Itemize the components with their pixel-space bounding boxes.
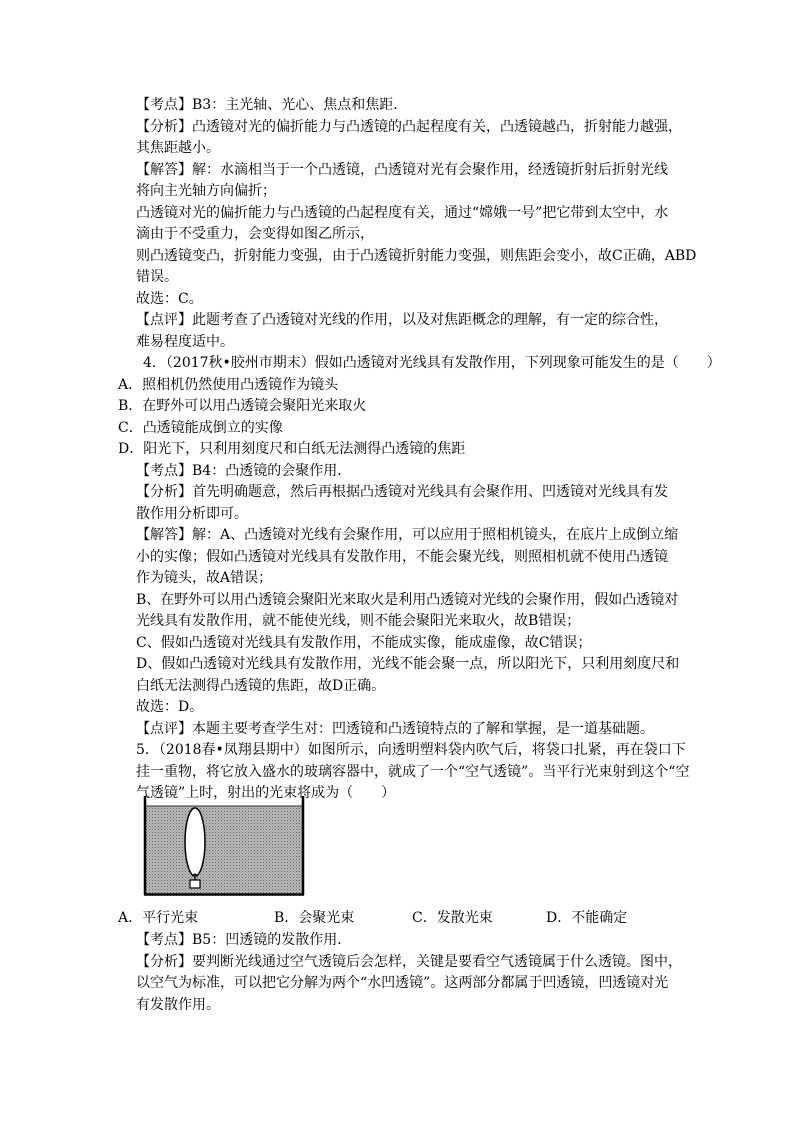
q4-line: 白纸无法测得凸透镜的焦距，故D正确。 — [136, 678, 386, 694]
q4-line: B、在野外可以用凸透镜会聚阳光来取火是利用凸透镜对光线的会聚作用，假如凸透镜对 — [136, 592, 679, 608]
q4-line: 【解答】解：A、凸透镜对光线有会聚作用，可以应用于照相机镜头，在底片上成倒立缩 — [136, 527, 679, 543]
q4-line: 作为镜头，故A错误； — [136, 570, 273, 586]
q3-line: 【考点】B3：主光轴、光心、焦点和焦距． — [136, 97, 408, 113]
q5-line: 以空气为标准，可以把它分解为两个“水凹透镜”。这两部分都属于凹透镜，凹透镜对光 — [136, 975, 669, 991]
q4-line: 散作用分析即可。 — [136, 506, 248, 522]
q4-line: 故选：D。 — [136, 699, 204, 715]
q3-line: 故选：C。 — [136, 291, 203, 307]
q5-option-b: B．会聚光束 — [274, 910, 355, 926]
q4-line: 小的实像；假如凸透镜对光线具有发散作用，不能会聚光线，则照相机就不使用凸透镜 — [136, 549, 668, 565]
q4-option: A．照相机仍然使用凸透镜作为镜头 — [118, 377, 339, 393]
q3-line: 难易程度适中。 — [136, 334, 234, 350]
q3-line: 凸透镜对光的偏折能力与凸透镜的凸起程度有关，通过“嫦娥一号”把它带到太空中，水 — [136, 205, 669, 221]
q3-line: 滴由于不受重力，会变得如图乙所示， — [136, 226, 374, 242]
q4-line: D、假如凸透镜对光线具有发散作用，光线不能会聚一点，所以阳光下，只利用刻度尺和 — [136, 656, 680, 672]
q5-option-d: D．不能确定 — [546, 910, 628, 926]
q3-line: 【解答】解：水滴相当于一个凸透镜，凸透镜对光有会聚作用，经透镜折射后折射光线 — [136, 162, 668, 178]
q5-line: 【分析】要判断光线通过空气透镜后会怎样，关键是要看空气透镜属于什么透镜。图中， — [136, 954, 682, 970]
q5-option-a: A．平行光束 — [118, 910, 199, 926]
q3-line: 【分析】凸透镜对光的偏折能力与凸透镜的凸起程度有关，凸透镜越凸，折射能力越强， — [136, 119, 682, 135]
q3-line: 其焦距越小。 — [136, 140, 220, 156]
q5-option-c: C．发散光束 — [412, 910, 493, 926]
q4-line: 【考点】B4：凸透镜的会聚作用． — [136, 463, 352, 479]
q4-line: C、假如凸透镜对光线具有发散作用，不能成实像，能成虚像，故C错误； — [136, 635, 592, 651]
q4-stem: 4．（2017秋•胶州市期末）假如凸透镜对光线具有发散作用，下列现象可能发生的是（ ） — [143, 355, 721, 371]
q4-line: 【点评】本题主要考查学生对：凹透镜和凸透镜特点的了解和掌握，是一道基础题。 — [136, 721, 654, 737]
q5-stem-line: 气透镜”上时，射出的光束将成为（ ） — [136, 785, 396, 801]
water-container-with-air-bag-icon — [143, 796, 305, 896]
q4-option: B．在野外可以用凸透镜会聚阳光来取火 — [118, 398, 367, 414]
q3-line: 则凸透镜变凸，折射能力变强，由于凸透镜折射能力变强，则焦距会变小，故C正确，ABD — [136, 248, 697, 264]
q3-line: 将向主光轴方向偏折； — [136, 183, 276, 199]
q5-options — [118, 908, 678, 928]
q5-line: 有发散作用。 — [136, 997, 220, 1013]
q4-line: 光线具有发散作用，就不能使光线，则不能会聚阳光来取火，故B错误； — [136, 613, 581, 629]
q5-stem-line: 5．（2018春•凤翔县期中）如图所示，向透明塑料袋内吹气后，将袋口扎紧，再在袋口下 — [136, 742, 686, 758]
q5-line: 【考点】B5：凹透镜的发散作用． — [136, 932, 352, 948]
q4-option: D．阳光下，只利用刻度尺和白纸无法测得凸透镜的焦距 — [118, 441, 466, 457]
q4-option: C．凸透镜能成倒立的实像 — [118, 420, 283, 436]
q4-line: 【分析】首先明确题意，然后再根据凸透镜对光线具有会聚作用、凹透镜对光线具有发 — [136, 484, 668, 500]
q5-stem-line: 挂一重物，将它放入盛水的玻璃容器中，就成了一个“空气透镜”。当平行光束射到这个“空 — [136, 764, 690, 780]
q3-line: 错误。 — [136, 269, 178, 285]
q3-line: 【点评】此题考查了凸透镜对光线的作用，以及对焦距概念的理解，有一定的综合性， — [136, 312, 668, 328]
